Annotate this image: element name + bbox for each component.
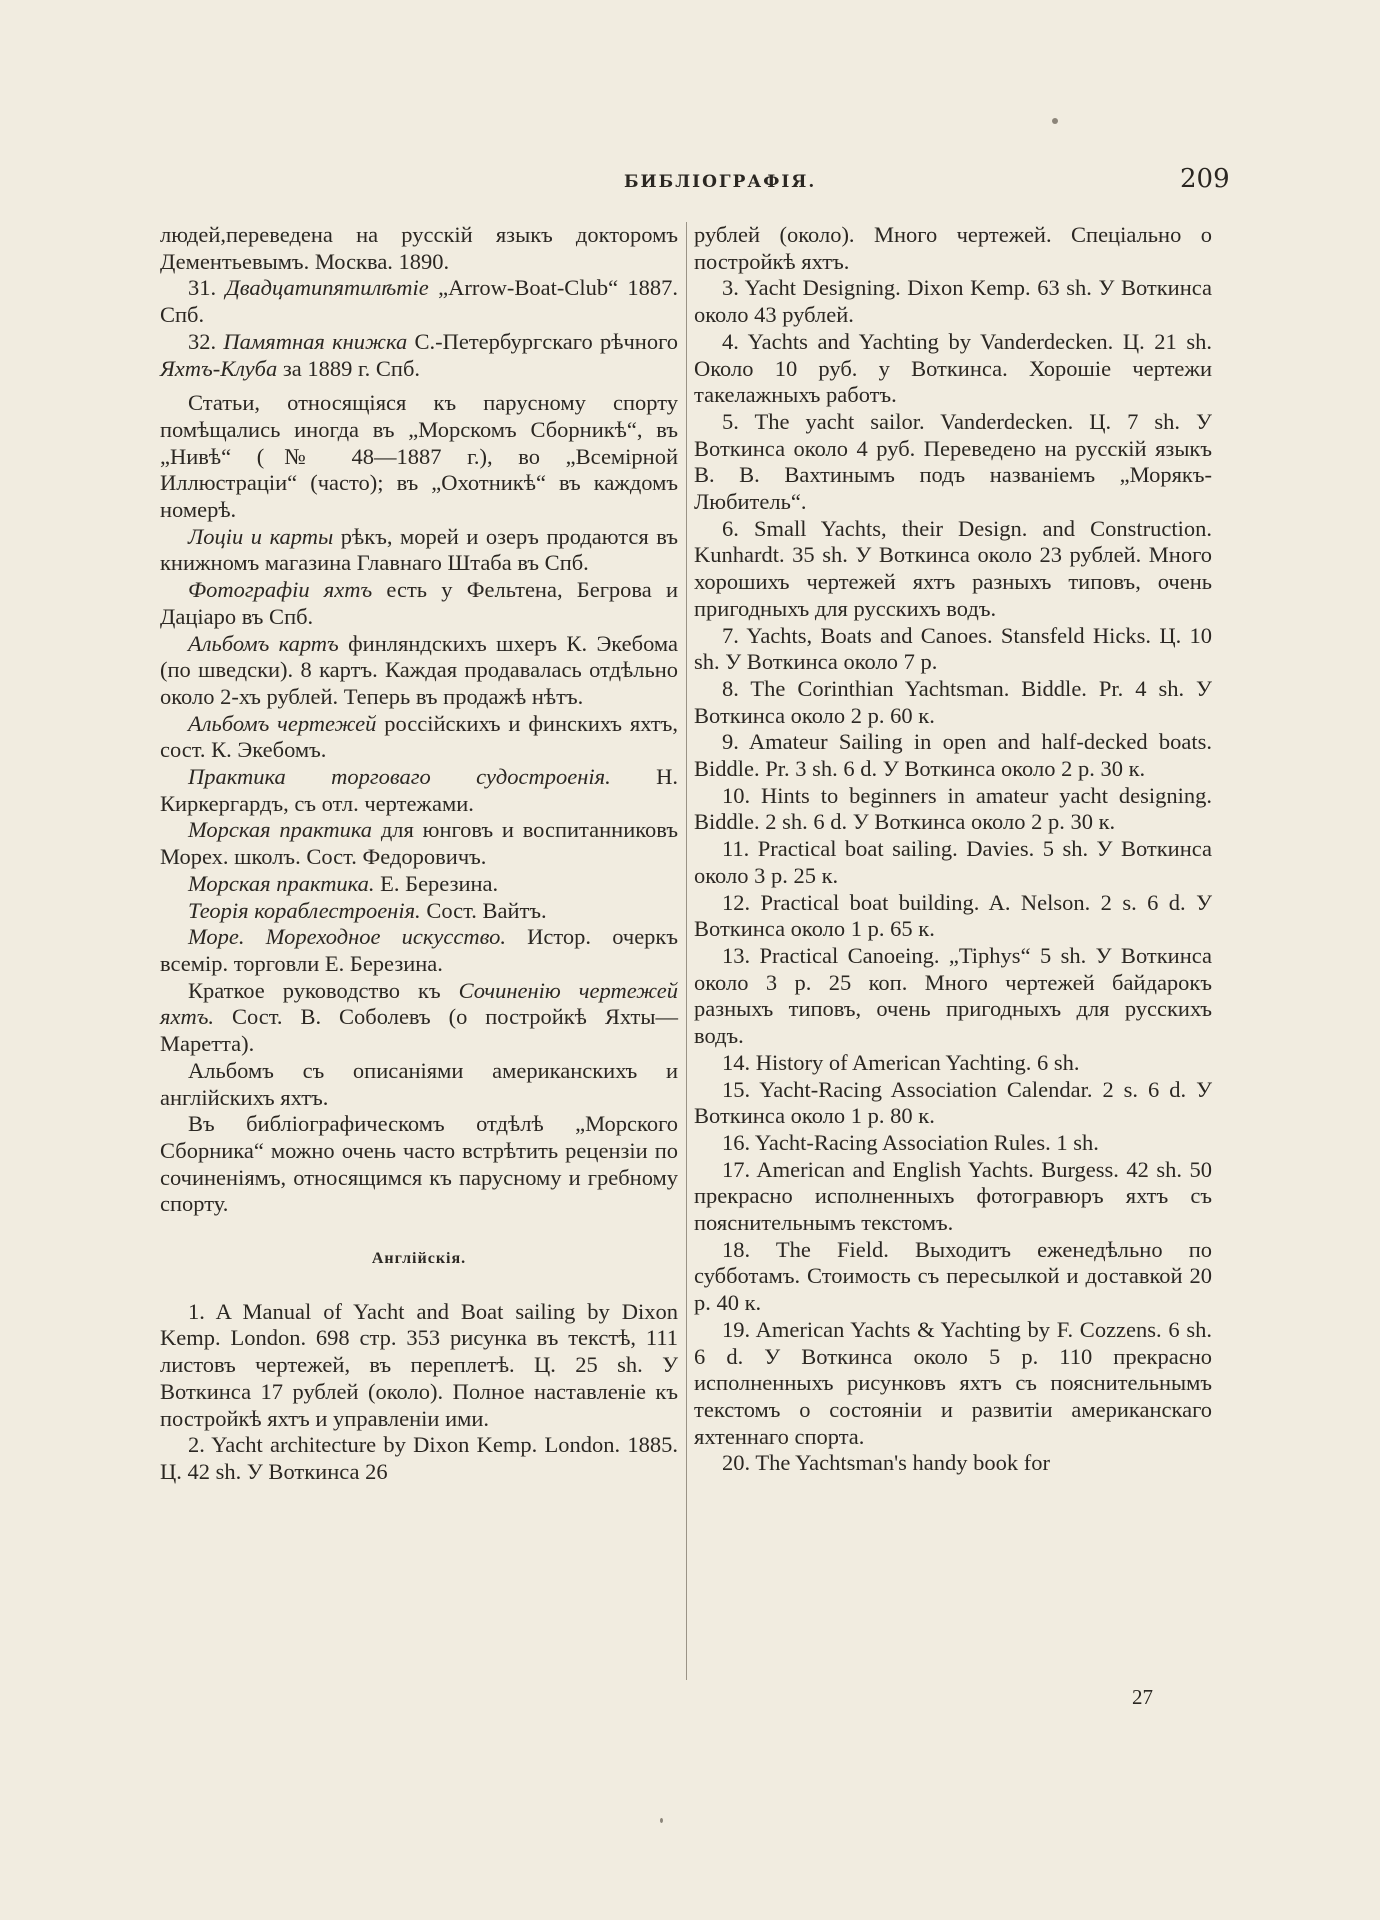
- book-title: Памятная книжка: [223, 328, 408, 354]
- list-item: Альбомъ чертежей россійскихъ и финскихъ яхтъ, сост. К. Экебомъ.: [160, 710, 679, 763]
- signature-mark: 27: [1132, 1685, 1153, 1709]
- bibliography-entry: 2. Yacht architecture by Dixon Kemp. London. 1885. Ц. 42 sh. У Воткинса 26: [160, 1432, 678, 1484]
- list-item: 31. Двадцатипятилѣтіе „Arrow-Boat-Club“ 1887. Спб.: [160, 275, 678, 328]
- bibliography-entry: 13. Practical Canoeing. „Tiphys“ 5 sh. У Воткинса около 3 р. 25 коп. Много чертежей байдарокъ разныхъ типовъ, очень пригодныхъ для русскихъ водъ.: [694, 942, 1212, 1049]
- book-title: Двадцатипятилѣтіе: [225, 275, 429, 301]
- page-number: 209: [1180, 164, 1230, 194]
- ink-speck: [1052, 118, 1058, 124]
- bibliography-entry: 9. Amateur Sailing in open and half-decked boats. Biddle. Pr. 3 sh. 6 d. У Воткинса около 2 р. 30 к.: [694, 729, 1212, 782]
- right-column: [694, 222, 1212, 1477]
- list-item: 32. Памятная книжка С.-Петербургскаго рѣчного Яхтъ-Клуба за 1889 г. Спб.: [160, 328, 678, 381]
- list-item: Море. Мореходное искусство. Истор. очеркъ всемір. торговли Е. Березина.: [160, 924, 678, 976]
- bibliography-entry: 6. Small Yachts, their Design. and Construction. Kunhardt. 35 sh. У Воткинса около 23 рублей. Много хорошихъ чертежей яхтъ разныхъ типовъ, очень пригодныхъ для русскихъ водъ.: [694, 515, 1212, 621]
- bibliography-entry: 17. American and English Yachts. Burgess. 42 sh. 50 прекрасно исполненныхъ фотогравюръ яхтъ съ пояснительнымъ текстомъ.: [694, 1156, 1212, 1236]
- bibliography-entry: 1. A Manual of Yacht and Boat sailing by Dixon Kemp. London. 698 стр. 353 рисунка въ текстѣ, 111 листовъ чертежей, въ переплетѣ. Ц. 25 sh. У Воткинса 17 рублей (около). Полное наставленіе къ постройкѣ яхтъ и управленіи ими.: [160, 1298, 678, 1431]
- paragraph: Въ библіографическомъ отдѣлѣ „Морского Сборника“ можно очень часто встрѣтить рецензіи по сочиненіямъ, относящимся къ парусному и гребному спорту.: [160, 1111, 678, 1217]
- bibliography-entry: 7. Yachts, Boats and Canoes. Stansfeld Hicks. Ц. 10 sh. У Воткинса около 7 р.: [694, 622, 1212, 675]
- bibliography-entry: 4. Yachts and Yachting by Vanderdecken. Ц. 21 sh. Около 10 руб. у Воткинса. Хорошіе чертежи такелажныхъ работъ.: [694, 328, 1212, 408]
- bibliography-entry: 12. Practical boat building. A. Nelson. 2 s. 6 d. У Воткинса около 1 р. 65 к.: [694, 889, 1212, 942]
- running-head: [0, 164, 1380, 202]
- book-title: Яхтъ-Клуба: [160, 355, 278, 381]
- bibliography-entry: 15. Yacht-Racing Association Calendar. 2 s. 6 d. У Воткинса около 1 р. 80 к.: [694, 1076, 1212, 1129]
- list-item: Морская практика для юнговъ и воспитанниковъ Морех. школъ. Сост. Федоровичъ.: [160, 817, 679, 870]
- list-item: Практика торговаго судостроенія. Н. Киркергардъ, съ отл. чертежами.: [160, 764, 678, 816]
- column-rule: [686, 222, 687, 1680]
- bibliography-entry: 19. American Yachts & Yachting by F. Cozzens. 6 sh. 6 d. У Воткинса около 5 р. 110 прекрасно исполненныхъ рисунковъ яхтъ съ пояснительнымъ текстомъ о состояніи и развитіи американскаго яхтеннаго спорта.: [694, 1316, 1212, 1449]
- list-item: Фотографіи яхтъ есть у Фельтена, Бегрова и Даціаро въ Спб.: [160, 577, 678, 629]
- paragraph: людей,переведена на русскій языкъ докторомъ Дементьевымъ. Москва. 1890.: [160, 222, 678, 274]
- bibliography-entry: 11. Practical boat sailing. Davies. 5 sh. У Воткинса около 3 р. 25 к.: [694, 836, 1212, 888]
- bibliography-entry: 16. Yacht-Racing Association Rules. 1 sh.: [722, 1129, 1099, 1155]
- list-item: Альбомъ картъ финляндскихъ шхеръ К. Экебома (по шведски). 8 картъ. Каждая продавалась отдѣльно около 2-хъ рублей. Теперь въ продажѣ нѣтъ.: [160, 630, 678, 709]
- bibliography-entry: 18. The Field. Выходитъ еженедѣльно по субботамъ. Стоимость съ пересылкой и доставкой 20 р. 40 к.: [694, 1236, 1212, 1316]
- bibliography-entry: 5. The yacht sailor. Vanderdecken. Ц. 7 sh. У Воткинса около 4 руб. Переведено на русскій языкъ В. В. Вахтинымъ подъ названіемъ „Морякъ-Любитель“.: [694, 408, 1212, 515]
- bibliography-entry: 8. The Corinthian Yachtsman. Biddle. Pr. 4 sh. У Воткинса около 2 р. 60 к.: [694, 675, 1212, 728]
- list-item: Морская практика. Е. Березина.: [188, 870, 499, 896]
- running-head-title: БИБЛІОГРАФІЯ.: [624, 172, 817, 192]
- list-item: Теорія кораблестроенія. Сост. Вайтъ.: [188, 897, 547, 923]
- bibliography-entry: 3. Yacht Designing. Dixon Kemp. 63 sh. У Воткинса около 43 рублей.: [694, 275, 1212, 328]
- list-item: Краткое руководство къ Сочиненію чертежей яхтъ. Сост. В. Соболевъ (о постройкѣ Яхты—Маретта).: [160, 977, 678, 1057]
- bibliography-entry: 14. History of American Yachting. 6 sh.: [722, 1049, 1080, 1075]
- ink-speck: [660, 1818, 663, 1823]
- list-item: Лоціи и карты рѣкъ, морей и озеръ продаются въ книжномъ магазина Главнаго Штаба въ Спб.: [160, 523, 678, 576]
- paragraph: Альбомъ съ описаніями американскихъ и англійскихъ яхтъ.: [160, 1057, 678, 1110]
- bibliography-entry: 20. The Yachtsman's handy book for: [722, 1450, 1050, 1476]
- section-heading: Англійскія.: [371, 1250, 467, 1268]
- bibliography-entry: 10. Hints to beginners in amateur yacht designing. Biddle. 2 sh. 6 d. У Воткинса около 2 р. 30 к.: [694, 782, 1212, 835]
- bibliography-entry: рублей (около). Много чертежей. Спеціально о постройкѣ яхтъ.: [694, 222, 1212, 274]
- paragraph: Статьи, относящіяся къ парусному спорту помѣщались иногда въ „Морскомъ Сборникѣ“, въ „Нивѣ“ (№ 48—1887 г.), во „Всемірной Иллюстраціи“ (часто); въ „Охотникѣ“ въ каждомъ номерѣ.: [160, 390, 678, 523]
- left-column: [160, 222, 678, 1486]
